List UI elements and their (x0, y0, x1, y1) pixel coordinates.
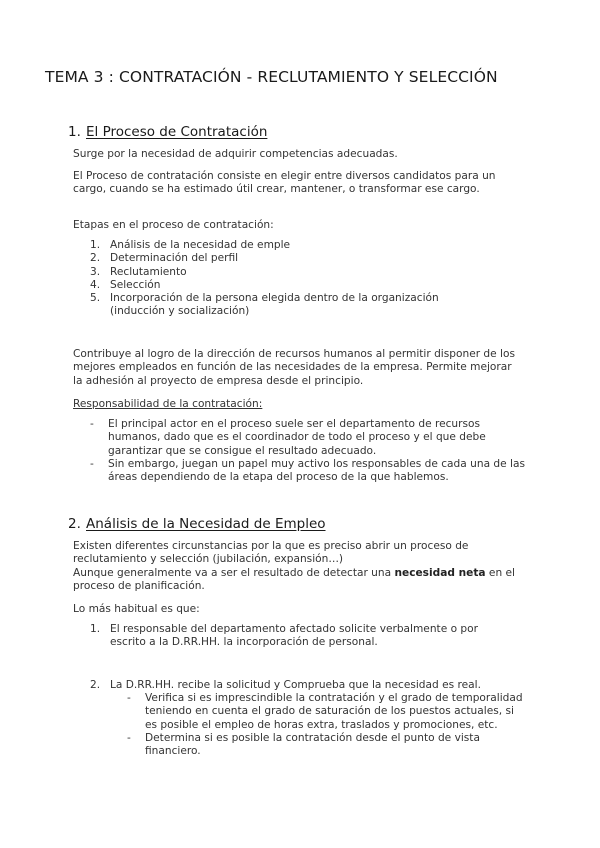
list-item: 1. El responsable del departamento afectado solicite verbalmente o por escrito a la D.RR.HH. la incorporación de personal. (90, 623, 478, 649)
responsibility-list (90, 418, 525, 484)
document-title: TEMA 3 : CONTRATACIÓN - RECLUTAMIENTO Y SELECCIÓN (45, 68, 498, 86)
section-2-number: 2. (68, 516, 81, 532)
verification-list (127, 692, 527, 758)
section-2-title: Análisis de la Necesidad de Empleo (86, 516, 326, 532)
s1-paragraph-4: Contribuye al logro de la dirección de recursos humanos al permitir disponer de los mejores empleados en función de las necesidades de la empresa. Permite mejorar la adhesión al proyecto de empresa desde el principio. (73, 348, 515, 387)
section-1-title: El Proceso de Contratación (86, 124, 268, 140)
bold-term: necesidad neta (394, 566, 486, 579)
list-item: 4. Selección (90, 278, 161, 291)
list-item: 2. La D.RR.HH. recibe la solicitud y Comprueba que la necesidad es real. (90, 679, 481, 691)
list-item: 5. Incorporación de la persona elegida dentro de la organización (inducción y socialización) (90, 292, 439, 318)
s1-paragraph-3: Etapas en el proceso de contratación: (73, 219, 274, 231)
s1-paragraph-1: Surge por la necesidad de adquirir competencias adecuadas. (73, 148, 398, 160)
list-item: 1. Análisis de la necesidad de emple (90, 239, 291, 251)
list-item: 2. Determinación del perfil (90, 252, 239, 265)
s2-paragraph-1: Existen diferentes circunstancias por la que es preciso abrir un proceso de reclutamiento y selección (jubilación, expansión…) Aunque generalmente va a ser el resultado de detectar una necesidad neta en el proceso de planificación. (73, 540, 515, 592)
section-1-number: 1. (68, 124, 81, 140)
list-item: - Verifica si es imprescindible la contratación y el grado de temporalidad teniendo en cuenta el grado de saturación de los puestos actuales, si es posible el empleo de horas extra, traslados y promociones, etc. (127, 692, 523, 731)
list-item: - Sin embargo, juegan un papel muy activo los responsables de cada una de las áreas dependiendo de la etapa del proceso de la que hablemos. (90, 457, 525, 484)
section-1-heading (68, 124, 267, 140)
steps-list-2 (90, 679, 515, 692)
s1-paragraph-2: El Proceso de contratación consiste en elegir entre diversos candidatos para un cargo, cuando se ha estimado útil crear, mantener, o transformar ese cargo. (73, 170, 496, 196)
stages-list (90, 239, 485, 319)
section-2-heading (68, 516, 326, 532)
steps-list-1 (90, 623, 515, 650)
responsibility-heading: Responsabilidad de la contratación: (73, 398, 263, 410)
list-item: - Determina si es posible la contratación desde el punto de vista financiero. (127, 731, 480, 758)
list-item: - El principal actor en el proceso suele ser el departamento de recursos humanos, dado que es el coordinador de todo el proceso y el que debe garantizar que se consigue el resultado adecuado. (90, 418, 486, 457)
list-item: 3. Reclutamiento (90, 265, 187, 278)
s2-paragraph-2: Lo más habitual es que: (73, 603, 200, 615)
